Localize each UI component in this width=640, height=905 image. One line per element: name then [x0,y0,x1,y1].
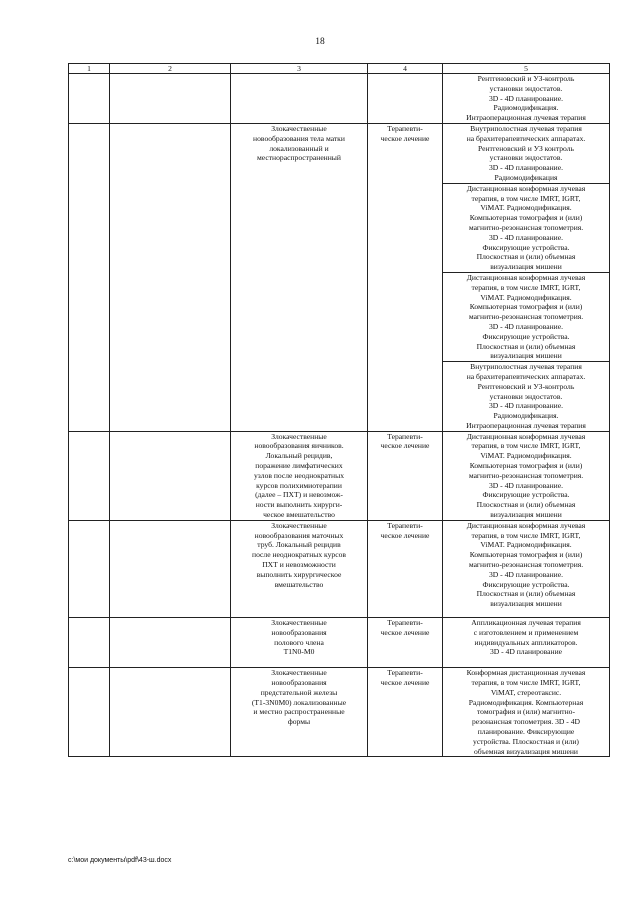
cell-col2 [110,431,231,520]
cell-col2 [110,668,231,757]
cell-line: объемная визуализация мишени [474,746,578,756]
cell-line: магнитно-резонансная топометрия. [468,312,584,322]
cell-line: на брахитерапевтических аппаратах. [466,133,586,143]
cell-line: визуализация мишени [490,351,562,361]
cell-col2 [110,520,231,617]
cell-line: 3D - 4D планирование. [489,163,563,173]
method-cell [443,668,610,757]
cell-line: Злокачественные [271,618,327,628]
cell-line: терапия, в том числе IMRT, IGRT, [471,282,581,292]
cell-line: Фиксирующие устройства. [482,579,570,589]
cell-line: Злокачественные [271,668,327,678]
cell-line: визуализация мишени [490,262,562,272]
cell-line: узлов после неоднократных [253,470,345,480]
cell-line: Дистанционная конформная лучевая [466,520,586,530]
diagnosis-cell [231,618,368,668]
cell-line: ПХТ и невозможности [262,560,336,570]
cell-line: магнитно-резонансная топометрия. [468,222,584,232]
page-number: 18 [315,37,325,47]
method-cell [443,431,610,520]
method-cell [443,272,610,361]
cell-line: ческое лечение [380,678,430,688]
cell-line: поражение лимфатических [255,461,343,471]
header-cell: 4 [368,64,443,74]
cell-line: Радиомодификация [494,172,558,182]
header-cell: 3 [231,64,368,74]
cell-line: Интраоперационная лучевая терапия [466,113,586,123]
cell-line: планирование. Фиксирующие [477,727,575,736]
cell-line: новообразования яичников. [254,441,344,451]
cell-line: магнитно-резонансная топометрия. [468,560,584,570]
cell-line: ViMAT. Радиомодификация. [480,292,572,302]
treatment-cell [368,431,443,520]
cell-line: локализованный и [269,143,329,153]
diagnosis-cell [231,668,368,757]
cell-col1 [69,520,110,617]
cell-line: установки эндостатов. [489,83,563,93]
cell-line: и местно распространенные [253,707,345,717]
cell-line: Рентгеновский и УЗ контроль [477,143,574,153]
cell-line: Терапевти- [387,520,423,530]
diagnosis-cell [231,123,368,431]
cell-line: терапия, в том числе IMRT, IGRT, [471,530,581,540]
cell-line: Внутриполостная лучевая терапия [470,123,582,133]
treatment-cell [368,74,443,124]
cell-line: Радиомодификация. [493,411,559,421]
table-row [69,123,610,183]
cell-line: полового члена [274,637,324,647]
cell-line: Терапевти- [387,668,423,678]
cell-line: Дистанционная конформная лучевая [466,272,586,282]
cell-line: Радиомодификация. Компьютерная [468,697,584,707]
header-cell: 5 [443,64,610,74]
cell-col1 [69,618,110,668]
cell-line: выполнить хирургическое [256,569,342,579]
cell-col2 [110,123,231,431]
cell-line: (T1-3N0M0) локализованные [251,697,347,707]
treatment-cell [368,668,443,757]
diagnosis-cell [231,74,368,124]
cell-line: 3D - 4D планирование. [489,401,563,411]
cell-line: Терапевти- [387,431,423,441]
cell-line: 3D - 4D планирование. [489,232,563,242]
cell-line: Злокачественные [271,123,327,133]
cell-col1 [69,123,110,431]
file-path-footer: c:\мои документы\pdf\43-ш.docx [68,857,172,864]
cell-line: Плоскостная и (или) объемная [476,341,576,351]
cell-line: терапия, в том числе IMRT, IGRT, [471,441,581,451]
cell-col2 [110,618,231,668]
method-cell [443,183,610,272]
cell-line: после неоднократных курсов [252,550,346,560]
treatment-cell [368,520,443,617]
cell-line: ViMAT. Радиомодификация. [480,203,572,213]
cell-line: ческое лечение [380,133,430,143]
cell-line: 3D - 4D планирование. [489,93,563,103]
cell-line: резонансная топометрия. 3D - 4D [471,717,581,727]
treatment-cell [368,123,443,431]
cell-line: труб. Локальный рецидив [257,540,341,550]
cell-line: ViMAT. Радиомодификация. [480,540,572,550]
cell-line: магнитно-резонансная топометрия. [468,470,584,480]
cell-line: визуализация мишени [490,510,562,520]
cell-line: предстательной железы [260,687,338,697]
cell-line: Терапевти- [387,618,423,628]
cell-line: установки эндостатов. [489,153,563,163]
cell-line: Компьютерная томография и (или) [469,213,583,223]
cell-line: ности выполнить хирурги- [255,500,343,510]
cell-col1 [69,431,110,520]
cell-line: Дистанционная конформная лучевая [466,431,586,441]
cell-line: Интраоперационная лучевая терапия [466,420,586,430]
cell-line: Плоскостная и (или) объемная [476,500,576,510]
table-row [69,520,610,617]
table-row [69,618,610,668]
cell-line: Злокачественные [271,431,327,441]
cell-col2 [110,74,231,124]
header-cell: 2 [110,64,231,74]
cell-line: на брахитерапевтических аппаратах. [466,371,586,381]
cell-line: Терапевти- [387,123,423,133]
cell-line: ческое лечение [380,441,430,451]
cell-line: 3D - 4D планирование [489,647,563,657]
cell-line: Рентгеновский и УЗ-контроль [477,74,575,83]
cell-line: с изготовлением и применением [473,627,579,637]
cell-line: Аппликационная лучевая терапия [471,618,581,628]
cell-line: Внутриполостная лучевая терапия [470,362,582,372]
method-cell [443,618,610,668]
cell-line: Компьютерная томография и (или) [469,302,583,312]
cell-line: ческое вмешательство [263,510,335,520]
services-table [68,63,610,757]
method-cell [443,123,610,183]
cell-line: томография и (или) магнитно- [476,707,576,717]
method-cell [443,362,610,432]
table-row [69,74,610,124]
cell-line: Рентгеновский и УЗ-контроль [477,381,575,391]
header-cell: 1 [69,64,110,74]
cell-line: Локальный рецидив, [265,451,333,461]
cell-line: установки эндостатов. [489,391,563,401]
cell-line: Плоскостная и (или) объемная [476,252,576,262]
cell-line: вмешательство [274,579,324,589]
cell-line: Фиксирующие устройства. [482,242,570,252]
cell-line: индивидуальных аппликаторов. [474,637,578,647]
cell-line: курсов полихимиотерапии [256,480,342,490]
method-cell [443,520,610,617]
cell-line: 3D - 4D планирование. [489,321,563,331]
cell-line: ческое лечение [380,627,430,637]
cell-line: терапия, в том числе IMRT, IGRT, [471,193,581,203]
cell-line: Конформная дистанционная лучевая [466,668,586,678]
diagnosis-cell [231,431,368,520]
cell-line: Компьютерная томография и (или) [469,461,583,471]
cell-col1 [69,74,110,124]
cell-line: местнораспространенный [257,153,341,163]
cell-line: Компьютерная томография и (или) [469,550,583,560]
diagnosis-cell [231,520,368,617]
header-row [69,64,610,74]
table-row [69,431,610,520]
method-cell [443,74,610,124]
cell-line: устройства. Плоскостная и (или) [473,736,579,746]
cell-line: 3D - 4D планирование. [489,480,563,490]
cell-line: T1N0-M0 [283,647,315,657]
cell-line: (далее – ПХТ) и невозмож- [255,490,343,500]
cell-line: новообразования [271,627,327,637]
cell-line: новообразования маточных [254,530,344,540]
table-row [69,668,610,757]
cell-line: Фиксирующие устройства. [482,331,570,341]
cell-line: новообразования [271,678,327,688]
cell-line: 3D - 4D планирование. [489,569,563,579]
cell-line: Дистанционная конформная лучевая [466,183,586,193]
cell-line: ческое лечение [380,530,430,540]
cell-line: терапия, в том числе IMRT, IGRT, [471,678,581,688]
cell-line: ViMAT, стереотаксис. [490,687,562,697]
cell-line: визуализация мишени [490,599,562,609]
cell-line: новообразования тела матки [253,133,345,143]
cell-line: ViMAT. Радиомодификация. [480,451,572,461]
cell-line: Радиомодификация. [493,103,559,113]
cell-line: Плоскостная и (или) объемная [476,589,576,599]
cell-line: Фиксирующие устройства. [482,490,570,500]
cell-line: формы [287,717,311,727]
cell-col1 [69,668,110,757]
treatment-cell [368,618,443,668]
cell-line: Злокачественные [271,520,327,530]
